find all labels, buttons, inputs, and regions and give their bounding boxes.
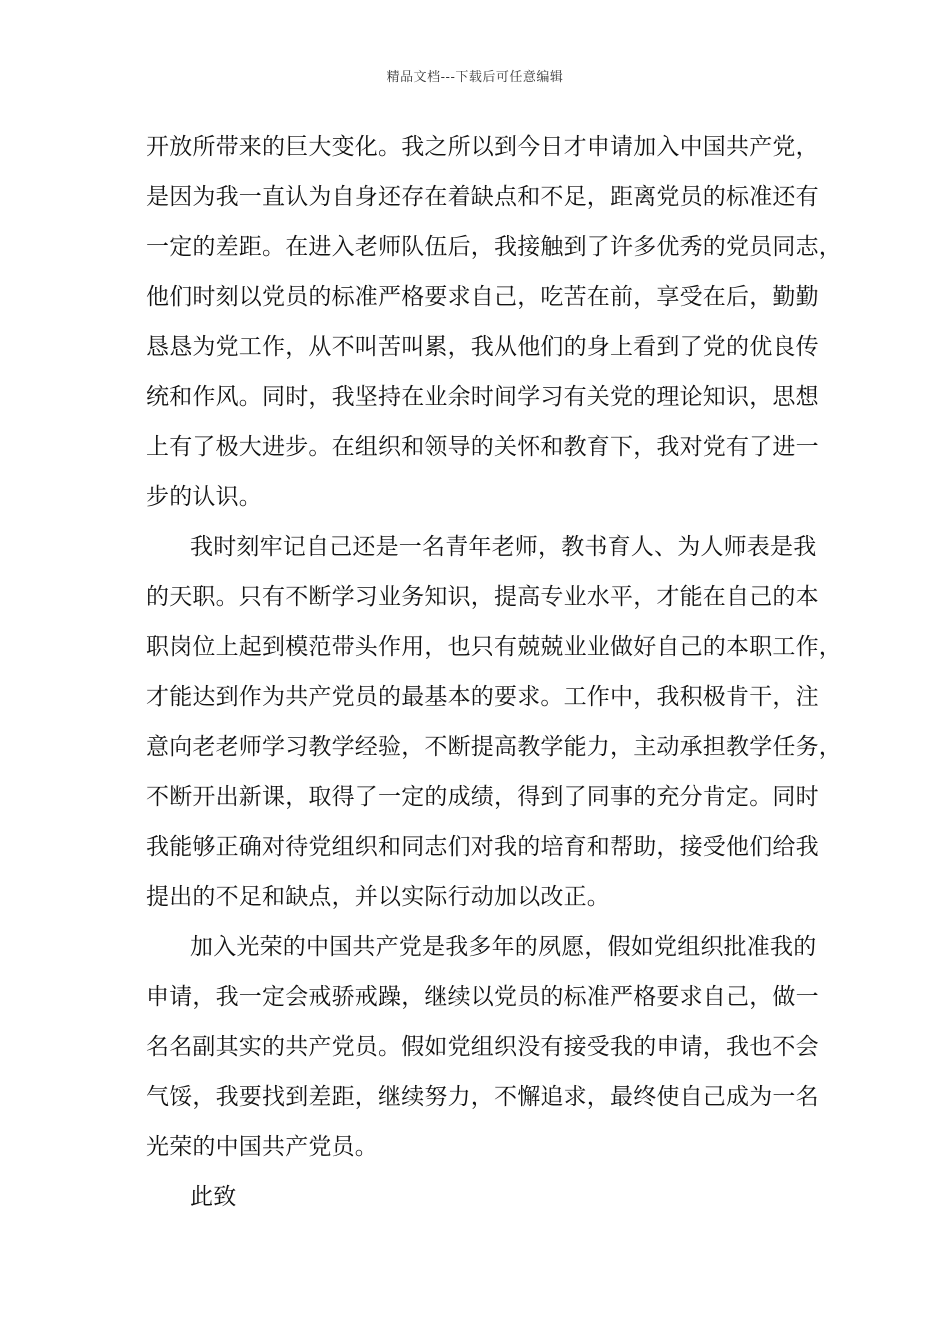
text-line: 我能够正确对待党组织和同志们对我的培育和帮助，接受他们给我 [146,834,819,860]
text-line: 光荣的中国共产党员。 [146,1134,378,1160]
text-line: 是因为我一直认为自身还存在着缺点和不足，距离党员的标准还有 [146,184,819,210]
text-line: 我时刻牢记自己还是一名青年老师，教书育人、为人师表是我 [190,534,817,560]
text-line: 不断开出新课，取得了一定的成绩，得到了同事的充分肯定。同时 [146,784,819,810]
text-line: 此致 [190,1184,237,1210]
document-body [146,127,842,1227]
text-line: 才能达到作为共产党员的最基本的要求。工作中，我积极肯干，注 [146,684,819,710]
text-line: 加入光荣的中国共产党是我多年的夙愿，假如党组织批准我的 [190,934,817,960]
text-line: 一定的差距。在进入老师队伍后，我接触到了许多优秀的党员同志， [146,234,842,260]
paragraph [146,927,822,1177]
text-line: 步的认识。 [146,484,262,510]
text-line: 恳恳为党工作，从不叫苦叫累，我从他们的身上看到了党的优良传 [146,334,819,360]
text-line: 他们时刻以党员的标准严格要求自己，吃苦在前，享受在后，勤勤 [146,284,819,310]
text-line: 名名副其实的共产党员。假如党组织没有接受我的申请，我也不会 [146,1034,819,1060]
text-line: 气馁，我要找到差距，继续努力，不懈追求，最终使自己成为一名 [146,1084,819,1110]
page-header: 精品文档---下载后可任意编辑 [386,70,564,85]
text-line: 统和作风。同时，我坚持在业余时间学习有关党的理论知识，思想 [146,384,819,410]
paragraph [146,1177,822,1227]
text-line: 申请，我一定会戒骄戒躁，继续以党员的标准严格要求自己，做一 [146,984,819,1010]
text-line: 职岗位上起到模范带头作用，也只有兢兢业业做好自己的本职工作， [146,634,842,660]
text-line: 提出的不足和缺点，并以实际行动加以改正。 [146,884,610,910]
text-line: 的天职。只有不断学习业务知识，提高专业水平，才能在自己的本 [146,584,819,610]
text-line: 开放所带来的巨大变化。我之所以到今日才申请加入中国共产党， [146,134,819,160]
paragraph [146,127,842,527]
text-line: 上有了极大进步。在组织和领导的关怀和教育下，我对党有了进一 [146,434,819,460]
text-line: 意向老老师学习教学经验，不断提高教学能力，主动承担教学任务， [146,734,842,760]
paragraph [146,527,842,927]
